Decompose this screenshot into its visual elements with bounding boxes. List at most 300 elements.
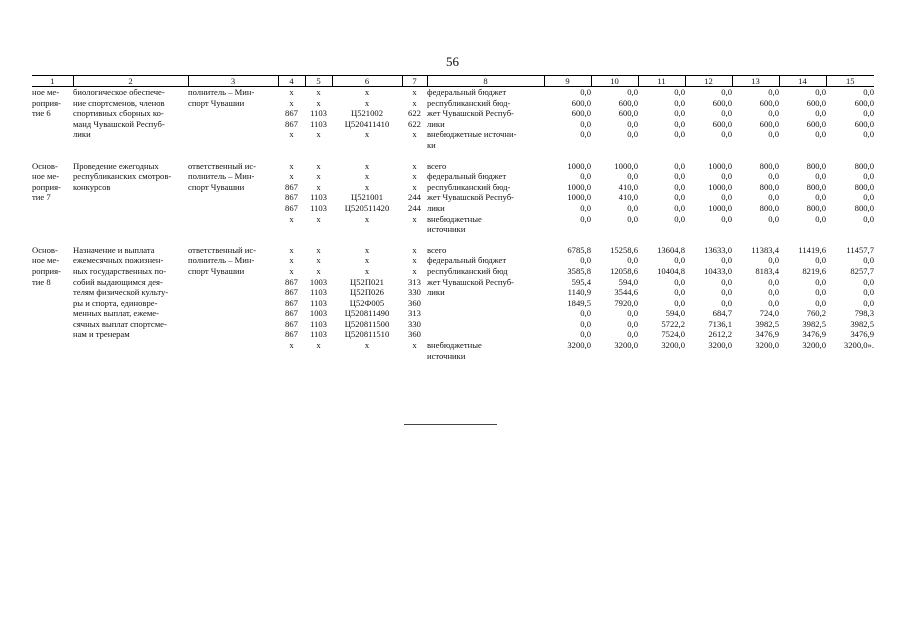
event-name-line: манд Чувашской Респуб- bbox=[73, 118, 165, 129]
funding-source-line: республиканский бюд- bbox=[427, 181, 511, 192]
section-code-line: 1103 bbox=[310, 329, 327, 340]
spacer-cell bbox=[188, 235, 278, 245]
section-code-line: x bbox=[316, 160, 321, 171]
year-value-cell-9 bbox=[544, 245, 591, 362]
funding-source-line: жет Чувашской Респуб- bbox=[427, 108, 514, 119]
value: 0,0 bbox=[674, 255, 685, 266]
spacer-cell bbox=[402, 151, 427, 161]
expense-type-code-line: x bbox=[412, 87, 417, 97]
grbs-code-line: x bbox=[289, 255, 294, 266]
table-row bbox=[32, 87, 874, 151]
value: 0,0 bbox=[768, 287, 779, 298]
value: 0,0 bbox=[674, 129, 685, 140]
column-header-14: 14 bbox=[779, 76, 826, 87]
year-value-cell-15 bbox=[826, 161, 874, 235]
footer-rule bbox=[404, 424, 497, 425]
value: 0,0 bbox=[768, 129, 779, 140]
value: 760,2 bbox=[806, 308, 826, 319]
expense-type-code-line: 244 bbox=[408, 202, 421, 213]
value: 0,0 bbox=[721, 129, 732, 140]
target-article-code-line: Ц520511420 bbox=[344, 202, 390, 213]
grbs-code-line: 867 bbox=[285, 308, 298, 319]
year-value-cell-12 bbox=[685, 87, 732, 151]
funding-source-line: внебюджетные bbox=[427, 213, 482, 224]
column-header-15: 15 bbox=[826, 76, 874, 87]
year-value-cell-13 bbox=[732, 245, 779, 362]
column-header-5: 5 bbox=[305, 76, 332, 87]
value: 600,0 bbox=[854, 97, 874, 108]
value: 724,0 bbox=[759, 308, 779, 319]
main-event-label-line: тие 8 bbox=[32, 276, 51, 287]
value: 0,0 bbox=[674, 118, 685, 129]
event-name-line: ежемесячных пожизнен- bbox=[73, 255, 164, 266]
value: 0,0 bbox=[721, 255, 732, 266]
value: 595,4 bbox=[571, 276, 591, 287]
executor-cell bbox=[188, 87, 278, 151]
section-code-line: 1103 bbox=[310, 318, 327, 329]
year-value-cell-11 bbox=[638, 245, 685, 362]
value: 0,0 bbox=[580, 87, 591, 97]
executor-line: полнитель – Мин- bbox=[188, 255, 255, 266]
page-number: 56 bbox=[446, 54, 459, 69]
target-article-code-line: x bbox=[364, 255, 370, 266]
value: 3476,9 bbox=[850, 329, 874, 340]
grbs-code-line: 867 bbox=[285, 181, 298, 192]
expense-type-code-line: 360 bbox=[408, 329, 421, 340]
value: 0,0 bbox=[863, 287, 874, 298]
spacer-cell bbox=[188, 151, 278, 161]
expense-type-code-line: 360 bbox=[408, 297, 421, 308]
spacer-cell bbox=[591, 151, 638, 161]
value: 0,0 bbox=[674, 160, 685, 171]
value: 0,0 bbox=[815, 108, 826, 119]
funding-source-line: внебюджетные источни- bbox=[427, 129, 517, 140]
funding-source-line: республиканский бюд bbox=[427, 265, 508, 276]
main-event-label-cell bbox=[32, 161, 73, 235]
funding-source-line: источники bbox=[427, 350, 466, 361]
section-code-line: x bbox=[316, 129, 321, 140]
value: 0,0 bbox=[863, 297, 874, 308]
value: 13633,0 bbox=[704, 244, 732, 255]
spacer-cell bbox=[732, 235, 779, 245]
year-value-cell-15 bbox=[826, 245, 874, 362]
executor-line: ответственный ис- bbox=[188, 244, 257, 255]
value: 0,0 bbox=[815, 129, 826, 140]
value: 0,0 bbox=[627, 171, 638, 182]
grbs-code-line: x bbox=[289, 265, 294, 276]
value: 1000,0 bbox=[567, 192, 591, 203]
expense-type-code-line: x bbox=[412, 160, 417, 171]
value: 0,0 bbox=[815, 287, 826, 298]
column-header-9: 9 bbox=[544, 76, 591, 87]
value: 0,0 bbox=[721, 297, 732, 308]
value: 0,0 bbox=[768, 213, 779, 224]
value: 600,0 bbox=[712, 118, 732, 129]
expense-type-code-line: x bbox=[412, 181, 417, 192]
value: 600,0 bbox=[618, 108, 638, 119]
value: 10404,8 bbox=[657, 265, 685, 276]
column-header-3: 3 bbox=[188, 76, 278, 87]
year-value-cell-10 bbox=[591, 245, 638, 362]
value: 10433,0 bbox=[704, 265, 732, 276]
value: 594,0 bbox=[665, 308, 685, 319]
value: 3476,9 bbox=[755, 329, 779, 340]
value: 7136,1 bbox=[708, 318, 732, 329]
value: 0,0 bbox=[768, 171, 779, 182]
value: 3585,8 bbox=[567, 265, 591, 276]
event-name-line: сячных выплат спортсме- bbox=[73, 318, 167, 329]
target-article-code-line: Ц52Ф005 bbox=[349, 297, 385, 308]
year-value-cell-9 bbox=[544, 87, 591, 151]
value: 0,0 bbox=[815, 297, 826, 308]
event-name-cell bbox=[73, 245, 188, 362]
column-header-11: 11 bbox=[638, 76, 685, 87]
expense-type-code-line: x bbox=[412, 129, 417, 140]
value: 15258,6 bbox=[610, 244, 638, 255]
section-code-line: x bbox=[316, 87, 321, 97]
event-name-line: конкурсов bbox=[73, 181, 111, 192]
expense-type-code-line: x bbox=[412, 265, 417, 276]
grbs-code-line: 867 bbox=[285, 329, 298, 340]
spacer-cell bbox=[402, 235, 427, 245]
executor-line: спорт Чувашии bbox=[188, 265, 245, 276]
spacer-cell bbox=[32, 235, 73, 245]
value: 1000,0 bbox=[567, 160, 591, 171]
funding-source-line: федеральный бюджет bbox=[427, 171, 507, 182]
value: 410,0 bbox=[618, 192, 638, 203]
funding-source-line: источники bbox=[427, 224, 466, 235]
column-header-6: 6 bbox=[332, 76, 402, 87]
section-code-line: 1103 bbox=[310, 118, 327, 129]
value: 3200,0». bbox=[843, 340, 874, 351]
target-article-code-line: Ц521002 bbox=[351, 108, 383, 119]
section-code-cell bbox=[305, 87, 332, 151]
value: 0,0 bbox=[580, 129, 591, 140]
year-value-cell-14 bbox=[779, 245, 826, 362]
grbs-code-line: 867 bbox=[285, 297, 298, 308]
table-row bbox=[32, 161, 874, 235]
spacer-cell bbox=[591, 235, 638, 245]
expense-type-code-line: x bbox=[412, 255, 417, 266]
value: 2612,2 bbox=[708, 329, 732, 340]
main-event-label-line: роприя- bbox=[32, 265, 61, 276]
value: 0,0 bbox=[768, 297, 779, 308]
value: 600,0 bbox=[712, 97, 732, 108]
executor-line: полнитель – Мин- bbox=[188, 87, 255, 97]
section-code-line: x bbox=[316, 340, 321, 351]
value: 0,0 bbox=[674, 171, 685, 182]
event-name-line: Назначение и выплата bbox=[73, 244, 155, 255]
value: 0,0 bbox=[580, 329, 591, 340]
funding-source-line bbox=[427, 308, 544, 319]
main-event-label-cell bbox=[32, 87, 73, 151]
value: 0,0 bbox=[627, 118, 638, 129]
spacer-cell bbox=[305, 235, 332, 245]
value: 0,0 bbox=[674, 276, 685, 287]
value: 0,0 bbox=[721, 213, 732, 224]
value: 800,0 bbox=[759, 181, 779, 192]
event-name-line: биологическое обеспече- bbox=[73, 87, 165, 97]
value: 0,0 bbox=[627, 329, 638, 340]
spacer-cell bbox=[826, 235, 874, 245]
value: 12058,6 bbox=[610, 265, 638, 276]
spacer-cell bbox=[32, 151, 73, 161]
spacer-cell bbox=[685, 151, 732, 161]
section-code-line: 1103 bbox=[310, 287, 327, 298]
section-code-cell bbox=[305, 161, 332, 235]
value: 0,0 bbox=[721, 171, 732, 182]
target-article-code-line: x bbox=[364, 265, 370, 276]
value: 13604,8 bbox=[657, 244, 685, 255]
value: 800,0 bbox=[759, 160, 779, 171]
value: 0,0 bbox=[768, 192, 779, 203]
expense-type-code-line: x bbox=[412, 340, 417, 351]
value: 0,0 bbox=[815, 87, 826, 97]
value: 3982,5 bbox=[850, 318, 874, 329]
value: 800,0 bbox=[759, 202, 779, 213]
value: 7920,0 bbox=[614, 297, 638, 308]
grbs-code-cell bbox=[278, 161, 305, 235]
funding-source-line bbox=[427, 329, 544, 340]
spacer-cell bbox=[427, 151, 544, 161]
grbs-code-cell bbox=[278, 245, 305, 362]
event-name-line: собий выдающимся дея- bbox=[73, 276, 163, 287]
value: 0,0 bbox=[674, 287, 685, 298]
target-article-code-line: x bbox=[364, 171, 370, 182]
year-value-cell-9 bbox=[544, 161, 591, 235]
value: 8219,6 bbox=[802, 265, 826, 276]
value: 3200,0 bbox=[802, 340, 826, 351]
value: 0,0 bbox=[674, 87, 685, 97]
value: 3982,5 bbox=[802, 318, 826, 329]
grbs-code-line: x bbox=[289, 129, 294, 140]
spacer-cell bbox=[427, 235, 544, 245]
spacer-cell bbox=[638, 151, 685, 161]
value: 1000,0 bbox=[567, 181, 591, 192]
spacer-cell bbox=[638, 235, 685, 245]
executor-line: спорт Чувашии bbox=[188, 181, 245, 192]
value: 0,0 bbox=[768, 255, 779, 266]
section-code-line: 1003 bbox=[309, 308, 328, 319]
event-name-line: ных государственных по- bbox=[73, 265, 167, 276]
expense-type-code-line: x bbox=[412, 171, 417, 182]
target-article-code-line: Ц52П021 bbox=[350, 276, 384, 287]
value: 0,0 bbox=[863, 129, 874, 140]
event-name-line: ние спортсменов, членов bbox=[73, 97, 165, 108]
funding-source-line: федеральный бюджет bbox=[427, 87, 507, 97]
event-name-line: спортивных сборных ко- bbox=[73, 108, 164, 119]
value: 600,0 bbox=[571, 108, 591, 119]
value: 0,0 bbox=[815, 276, 826, 287]
value: 0,0 bbox=[580, 171, 591, 182]
column-header-7: 7 bbox=[402, 76, 427, 87]
main-event-label-line: ное ме- bbox=[32, 171, 60, 182]
column-header-13: 13 bbox=[732, 76, 779, 87]
event-name-line: Проведение ежегодных bbox=[73, 160, 159, 171]
target-article-code-line: Ц520811500 bbox=[344, 318, 390, 329]
expense-type-code-line: 244 bbox=[408, 192, 421, 203]
funding-source-line: лики bbox=[427, 202, 445, 213]
funding-source-line: внебюджетные bbox=[427, 340, 482, 351]
expense-type-code-cell bbox=[402, 245, 427, 362]
column-header-1: 1 bbox=[32, 76, 73, 87]
value: 0,0 bbox=[815, 213, 826, 224]
value: 0,0 bbox=[674, 297, 685, 308]
event-name-line: ры и спорта, единовре- bbox=[73, 297, 158, 308]
section-code-line: x bbox=[316, 255, 321, 266]
value: 3200,0 bbox=[614, 340, 638, 351]
year-value-cell-15 bbox=[826, 87, 874, 151]
value: 0,0 bbox=[674, 97, 685, 108]
expense-type-code-line: x bbox=[412, 97, 417, 108]
value: 0,0 bbox=[674, 202, 685, 213]
spacer-cell bbox=[544, 151, 591, 161]
spacer-cell bbox=[732, 151, 779, 161]
year-value-cell-13 bbox=[732, 161, 779, 235]
year-value-cell-14 bbox=[779, 87, 826, 151]
target-article-code-line: x bbox=[364, 160, 370, 171]
value: 0,0 bbox=[580, 213, 591, 224]
value: 600,0 bbox=[854, 118, 874, 129]
target-article-code-cell bbox=[332, 245, 402, 362]
value: 800,0 bbox=[854, 160, 874, 171]
value: 600,0 bbox=[806, 118, 826, 129]
target-article-code-cell bbox=[332, 161, 402, 235]
value: 0,0 bbox=[863, 213, 874, 224]
year-value-cell-12 bbox=[685, 161, 732, 235]
grbs-code-line: x bbox=[289, 160, 294, 171]
value: 0,0 bbox=[627, 318, 638, 329]
executor-cell bbox=[188, 161, 278, 235]
target-article-code-line: Ц520811490 bbox=[344, 308, 390, 319]
grbs-code-line: x bbox=[289, 87, 294, 97]
spacer-cell bbox=[332, 235, 402, 245]
value: 3476,9 bbox=[802, 329, 826, 340]
year-value-cell-10 bbox=[591, 161, 638, 235]
spacer-cell bbox=[305, 151, 332, 161]
year-value-cell-10 bbox=[591, 87, 638, 151]
value: 11419,6 bbox=[798, 244, 826, 255]
value: 0,0 bbox=[768, 276, 779, 287]
main-event-label-line: роприя- bbox=[32, 97, 61, 108]
spacer-cell bbox=[826, 151, 874, 161]
grbs-code-line: x bbox=[289, 97, 294, 108]
expense-type-code-line: 313 bbox=[408, 276, 421, 287]
value: 0,0 bbox=[580, 118, 591, 129]
column-header-12: 12 bbox=[685, 76, 732, 87]
value: 0,0 bbox=[863, 87, 874, 97]
value: 600,0 bbox=[806, 97, 826, 108]
value: 0,0 bbox=[721, 108, 732, 119]
event-name-line: нам и тренерам bbox=[73, 329, 130, 340]
spacer-cell bbox=[332, 151, 402, 161]
value: 0,0 bbox=[627, 202, 638, 213]
event-name-line: лики bbox=[73, 129, 91, 140]
expense-type-code-line: x bbox=[412, 244, 417, 255]
target-article-code-line: x bbox=[364, 97, 370, 108]
spacer-cell bbox=[278, 151, 305, 161]
year-value-cell-14 bbox=[779, 161, 826, 235]
section-code-line: 1103 bbox=[310, 202, 327, 213]
value: 800,0 bbox=[806, 202, 826, 213]
value: 0,0 bbox=[721, 192, 732, 203]
funding-source-line: жет Чувашской Респуб- bbox=[427, 276, 514, 287]
value: 0,0 bbox=[627, 255, 638, 266]
year-value-cell-13 bbox=[732, 87, 779, 151]
funding-source-line: жет Чувашской Респуб- bbox=[427, 192, 514, 203]
expense-type-code-line: 330 bbox=[408, 287, 421, 298]
spacer-cell bbox=[779, 235, 826, 245]
funding-source-cell bbox=[427, 245, 544, 362]
value: 0,0 bbox=[863, 276, 874, 287]
value: 0,0 bbox=[815, 255, 826, 266]
grbs-code-line: 867 bbox=[285, 118, 298, 129]
value: 11383,4 bbox=[751, 244, 779, 255]
value: 8183,4 bbox=[755, 265, 779, 276]
column-header-4: 4 bbox=[278, 76, 305, 87]
column-header-8: 8 bbox=[427, 76, 544, 87]
value: 600,0 bbox=[759, 118, 779, 129]
section-code-line: 1103 bbox=[310, 297, 327, 308]
section-code-line: 1103 bbox=[310, 108, 327, 119]
funding-source-line: лики bbox=[427, 287, 445, 298]
value: 0,0 bbox=[863, 255, 874, 266]
funding-source-line bbox=[427, 298, 544, 309]
table-row bbox=[32, 245, 874, 362]
expense-type-code-cell bbox=[402, 87, 427, 151]
grbs-code-line: x bbox=[289, 213, 294, 224]
target-article-code-line: x bbox=[364, 340, 370, 351]
grbs-code-line: 867 bbox=[285, 318, 298, 329]
value: 800,0 bbox=[806, 160, 826, 171]
value: 600,0 bbox=[759, 97, 779, 108]
funding-source-line: всего bbox=[427, 244, 447, 255]
grbs-code-cell bbox=[278, 87, 305, 151]
column-header-2: 2 bbox=[73, 76, 188, 87]
grbs-code-line: x bbox=[289, 244, 294, 255]
main-event-label-line: Основ- bbox=[32, 160, 58, 171]
section-code-line: 1103 bbox=[310, 192, 327, 203]
executor-cell bbox=[188, 245, 278, 362]
value: 11457,7 bbox=[846, 244, 874, 255]
funding-source-line: всего bbox=[427, 160, 447, 171]
value: 0,0 bbox=[627, 308, 638, 319]
value: 0,0 bbox=[863, 171, 874, 182]
expense-type-code-line: 330 bbox=[408, 318, 421, 329]
event-name-cell bbox=[73, 161, 188, 235]
grbs-code-line: x bbox=[289, 340, 294, 351]
block-spacer bbox=[32, 151, 874, 161]
value: 800,0 bbox=[854, 181, 874, 192]
value: 3200,0 bbox=[708, 340, 732, 351]
expense-type-code-line: 622 bbox=[408, 118, 421, 129]
section-code-cell bbox=[305, 245, 332, 362]
value: 0,0 bbox=[721, 287, 732, 298]
event-name-line: республиканских смотров- bbox=[73, 171, 172, 182]
value: 0,0 bbox=[580, 308, 591, 319]
main-event-label-line: роприя- bbox=[32, 181, 61, 192]
main-event-label-line: тие 6 bbox=[32, 108, 51, 119]
spacer-cell bbox=[544, 235, 591, 245]
value: 684,7 bbox=[712, 308, 732, 319]
expense-type-code-cell bbox=[402, 161, 427, 235]
value: 0,0 bbox=[815, 192, 826, 203]
main-event-label-line: ное ме- bbox=[32, 87, 60, 97]
funding-source-cell bbox=[427, 87, 544, 151]
value: 6785,8 bbox=[567, 244, 591, 255]
funding-source-line: ки bbox=[427, 139, 436, 150]
value: 8257,7 bbox=[850, 265, 874, 276]
